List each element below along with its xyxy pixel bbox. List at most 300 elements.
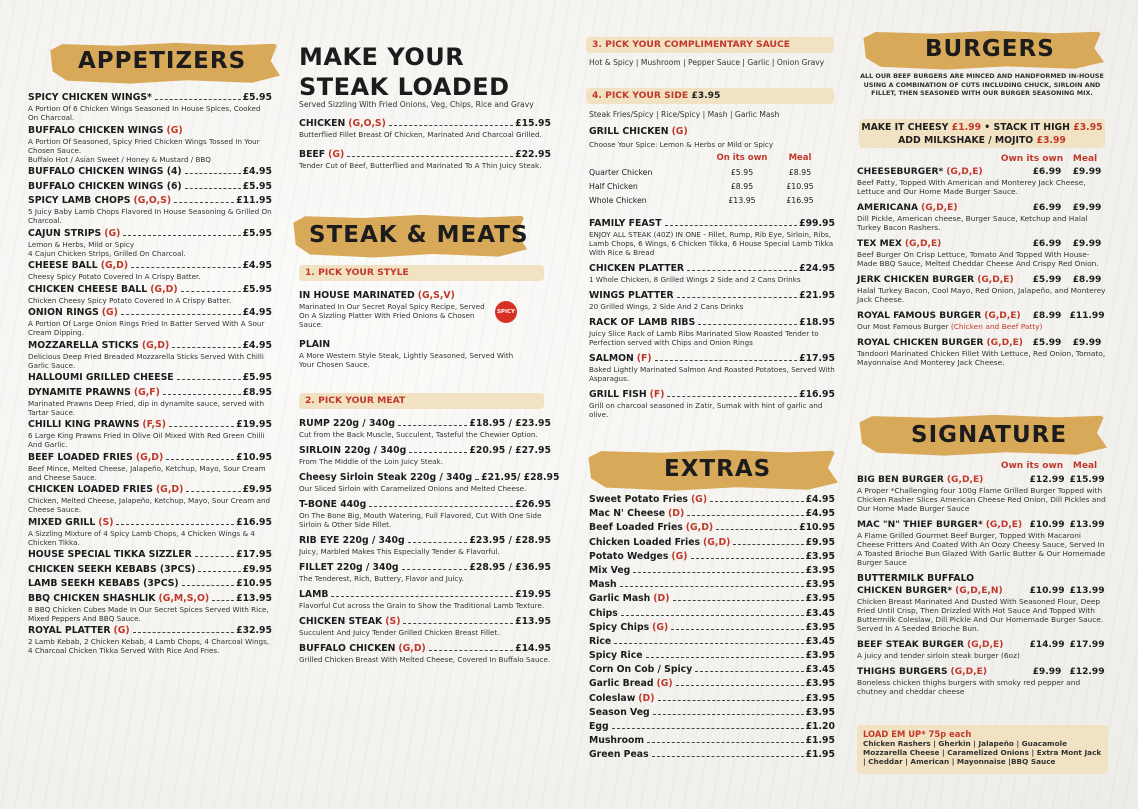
item-name: GRILL FISH bbox=[589, 389, 647, 400]
item-desc-extra: 4 Cajun Chicken Strips, Grilled On Charcoal. bbox=[28, 248, 186, 258]
item-desc: Butterflied Fillet Breast Of Chicken, Marinated And Charcoal Grilled. bbox=[299, 130, 542, 139]
dotted-leader bbox=[174, 202, 234, 203]
allergen-tag: (G,D) bbox=[398, 643, 426, 654]
item-desc-text: A juicy and tender sirloin steak burger (6oz) bbox=[857, 651, 1020, 660]
item-price: £4.95 bbox=[242, 307, 272, 318]
item-name-row bbox=[28, 625, 272, 637]
steak-column bbox=[299, 0, 560, 809]
allergen-tag: (G,D,E) bbox=[921, 203, 958, 213]
item-price: £1.20 bbox=[805, 721, 835, 732]
grill-chicken-tag: (G) bbox=[671, 126, 688, 137]
item-desc bbox=[857, 486, 1107, 513]
allergen-tag: (F,S) bbox=[142, 419, 166, 430]
item-name: BUTTERMILK BUFFALO bbox=[857, 573, 975, 584]
appetizer-item bbox=[28, 419, 272, 449]
item-title bbox=[857, 639, 1027, 651]
dotted-leader bbox=[716, 529, 797, 530]
item-name: Season Veg bbox=[589, 706, 650, 718]
item-desc bbox=[857, 678, 1107, 696]
item-name-row bbox=[28, 166, 272, 178]
item-price: £4.95 bbox=[242, 260, 272, 271]
item-desc: 2 Lamb Kebab, 2 Chicken Kebab, 4 Lamb Chops, 4 Charcoal Wings, 4 Charcoal Chicken Tikka Served With Rice And Fries. bbox=[28, 637, 270, 655]
item-desc-extra: Buffalo Hot / Asian Sweet / Honey & Mustard / BBQ bbox=[28, 154, 211, 164]
item-name: CAJUN STRIPS bbox=[28, 227, 102, 239]
allergen-tag: (G) bbox=[656, 678, 673, 690]
item-desc-text: A Proper *Challenging four 100g Flame Grilled Burger Topped with Chicken Rasher Slices American Cheese Red Onion, Dill Pickles and Our Home Made Burger Sauce bbox=[857, 486, 1106, 513]
item-name-row bbox=[28, 284, 272, 296]
item-price: £1.95 bbox=[805, 735, 835, 747]
item-price-row bbox=[857, 274, 1107, 286]
item-name: Chips bbox=[589, 607, 618, 619]
item-name-row bbox=[28, 387, 272, 399]
item-price: £3.95 bbox=[805, 579, 835, 591]
item-name: BUFFALO CHICKEN bbox=[299, 643, 396, 654]
grill-chicken-row bbox=[589, 166, 829, 180]
dotted-leader bbox=[195, 556, 234, 557]
appetizers-title: APPETIZERS bbox=[78, 48, 247, 74]
item-price: £22.95 bbox=[515, 149, 551, 160]
steak-loaded-title bbox=[299, 42, 510, 102]
item-price-row bbox=[857, 639, 1107, 651]
promo-milkshake-price: £3.99 bbox=[1036, 135, 1066, 146]
item-name: CHICKEN BURGER* bbox=[857, 586, 953, 596]
appetizer-item bbox=[28, 593, 272, 623]
appetizers-list bbox=[28, 92, 272, 658]
sauce-options: Hot & Spicy | Mushroom | Pepper Sauce | Garlic | Onion Gravy bbox=[589, 58, 825, 67]
item-name: TEX MEX bbox=[857, 239, 902, 249]
appetizer-item bbox=[28, 125, 272, 164]
item-name-row bbox=[299, 535, 551, 547]
item-name-row bbox=[299, 149, 551, 161]
item-desc-text: Beef Patty, Topped With American and Monterey Jack Cheese, Lettuce and Our Home Made Burger Sauce. bbox=[857, 178, 1086, 196]
appetizer-item bbox=[28, 228, 272, 258]
item-name: Garlic Mash bbox=[589, 593, 651, 605]
own-price: £6.99 bbox=[1032, 203, 1062, 213]
promo-stack: STACK IT HIGH bbox=[993, 122, 1070, 133]
allergen-tag: (F) bbox=[649, 389, 665, 400]
item-price: £18.95 bbox=[799, 317, 835, 328]
dotted-leader bbox=[658, 700, 804, 701]
allergen-tag: (G,F) bbox=[133, 386, 160, 398]
item-price: £4.95 bbox=[242, 166, 272, 177]
item-desc: Grilled Chicken Breast With Melted Cheese, Covered In Buffalo Sauce. bbox=[299, 655, 551, 664]
item-name-row bbox=[589, 593, 835, 605]
item-name: CHEESE BALL bbox=[28, 260, 98, 271]
item-name-row bbox=[28, 195, 272, 207]
portion-name: Half Chicken bbox=[589, 182, 638, 191]
item-desc bbox=[857, 286, 1107, 304]
style-desc: Marinated In Our Secret Royal Spicy Recipe, Served On A Sizzling Platter With Fried Onions & Chosen Sauce. bbox=[299, 302, 485, 329]
dotted-leader bbox=[185, 173, 241, 174]
item-name-row bbox=[28, 307, 272, 319]
item-desc bbox=[857, 531, 1107, 567]
appetizers-column bbox=[28, 0, 272, 809]
item-name: CHEESEBURGER* bbox=[857, 167, 944, 177]
meat-item bbox=[299, 418, 551, 439]
appetizer-item bbox=[28, 578, 272, 590]
item-price: £10.95 bbox=[236, 451, 272, 463]
allergen-tag: (S) bbox=[98, 516, 114, 528]
allergen-tag: (F) bbox=[636, 353, 652, 364]
item-name-row bbox=[589, 218, 835, 230]
item-name-row bbox=[589, 579, 835, 591]
platter-item bbox=[589, 389, 835, 419]
dotted-leader bbox=[429, 650, 513, 651]
allergen-tag: (G,D) bbox=[141, 339, 170, 351]
item-price-row bbox=[857, 310, 1107, 322]
own-price: £10.99 bbox=[1029, 586, 1065, 596]
item-title bbox=[857, 310, 1027, 322]
meat-item bbox=[299, 535, 551, 556]
item-name: Rice bbox=[589, 635, 612, 647]
item-name-row bbox=[28, 484, 272, 496]
item-name-row bbox=[589, 494, 835, 506]
allergen-tag: (G,D,E) bbox=[946, 167, 983, 177]
dotted-leader bbox=[475, 479, 479, 480]
signature-title: SIGNATURE bbox=[911, 422, 1068, 448]
promo-stack-price: £3.95 bbox=[1073, 122, 1103, 133]
item-name: BEEF bbox=[299, 149, 326, 160]
item-name-row bbox=[299, 418, 551, 430]
load-em-up-text: Chicken Rashers | Gherkin | Jalapeño | Guacamole Mozzarella Cheese | Caramelized Onions | Extra Mont Jack | Cheddar | American | Mayonnaise |BBQ Sauce bbox=[863, 739, 1102, 766]
dotted-leader bbox=[172, 347, 240, 348]
own-price: £8.99 bbox=[1032, 311, 1062, 321]
item-price: £19.95 bbox=[236, 419, 272, 430]
extras-list bbox=[589, 494, 835, 764]
item-name-row bbox=[589, 537, 835, 549]
burger-item bbox=[857, 238, 1107, 268]
platter-item bbox=[589, 218, 835, 257]
item-desc: Cut from the Back Muscle, Succulent, Tasteful the Chewier Option. bbox=[299, 430, 538, 439]
meal-price: £9.99 bbox=[1072, 203, 1102, 213]
platter-item bbox=[589, 353, 835, 383]
meat-item bbox=[299, 562, 551, 583]
dotted-leader bbox=[652, 756, 804, 757]
item-name-row bbox=[299, 472, 560, 484]
dotted-leader bbox=[687, 270, 797, 271]
portion-own-price: £8.95 bbox=[730, 182, 754, 191]
item-desc: Our Sliced Sirloin with Caramelized Onions and Melted Cheese. bbox=[299, 484, 527, 493]
allergen-tag: (G,D) bbox=[135, 451, 164, 463]
allergen-tag: (D) bbox=[668, 508, 685, 520]
dotted-leader bbox=[212, 600, 234, 601]
item-price-row bbox=[857, 202, 1107, 214]
meat-item bbox=[299, 499, 551, 529]
item-price: £17.95 bbox=[236, 549, 272, 560]
item-name-row bbox=[28, 260, 272, 272]
item-name-row bbox=[589, 678, 835, 690]
item-name: SPICY CHICKEN WINGS* bbox=[28, 92, 152, 103]
item-name: CHICKEN SEEKH KEBABS (3PCS) bbox=[28, 563, 196, 575]
meat-item bbox=[299, 472, 560, 493]
item-name: CHICKEN STEAK bbox=[299, 616, 383, 627]
item-name-row bbox=[589, 749, 835, 761]
item-desc bbox=[857, 651, 1107, 660]
item-desc: Delicious Deep Fried Breaded Mozzarella Sticks Served With Chilli Garlic Sauce. bbox=[28, 351, 264, 370]
appetizer-item bbox=[28, 260, 272, 281]
item-desc-text: A Flame Grilled Gourmet Beef Burger, Topped With Macaroni Cheese Fritters And Coated With An Oozy Cheesy Sauce, Served In A Toasted Brioche Bun Glazed With Garlic Butter & Our Homemade Burger Sauce bbox=[857, 531, 1106, 567]
item-price: £3.95 bbox=[805, 692, 835, 704]
item-name-row bbox=[589, 693, 835, 705]
item-price: £21.95 bbox=[799, 290, 835, 301]
own-price: £6.99 bbox=[1032, 239, 1062, 249]
dotted-leader bbox=[612, 728, 804, 729]
item-price: £3.45 bbox=[805, 664, 835, 676]
item-name: ROYAL CHICKEN BURGER bbox=[857, 338, 984, 348]
appetizer-item bbox=[28, 195, 272, 225]
item-price: £4.95 bbox=[242, 339, 272, 351]
item-desc: The Tenderest, Rich, Buttery, Flavor and Juicy. bbox=[299, 574, 464, 583]
allergen-tag: (G,D,E) bbox=[946, 475, 984, 485]
item-price: £14.95 bbox=[515, 643, 551, 654]
extra-item bbox=[589, 537, 835, 549]
item-price: £5.95 bbox=[242, 372, 272, 383]
item-price: £18.95 / £23.95 bbox=[469, 418, 551, 429]
portion-own-price: £5.95 bbox=[730, 168, 754, 177]
item-name-row bbox=[28, 564, 272, 576]
item-price: £24.95 bbox=[799, 263, 835, 274]
item-name-row bbox=[589, 565, 835, 577]
burgers-col-header bbox=[857, 153, 1105, 166]
burgers-column bbox=[855, 0, 1110, 809]
allergen-tag: (G,D,E) bbox=[977, 275, 1014, 285]
burger-list bbox=[857, 166, 1107, 373]
item-price: £99.95 bbox=[799, 218, 835, 229]
item-desc-text: Halal Turkey Bacon, Cool Mayo, Red Onion, Jalapeño, and Monterey Jack Cheese. bbox=[857, 286, 1106, 304]
grill-chicken-name bbox=[589, 126, 829, 138]
extra-item bbox=[589, 721, 835, 733]
item-price: £13.95 bbox=[515, 616, 551, 627]
item-name: SIRLOIN 220g / 340g bbox=[299, 445, 407, 456]
steak-loaded-subtitle: Served Sizzling With Fried Onions, Veg, Chips, Rice and Gravy bbox=[299, 100, 534, 109]
burger-item bbox=[857, 166, 1107, 196]
allergen-tag: (G) bbox=[113, 625, 130, 636]
extra-item bbox=[589, 650, 835, 662]
item-name-row bbox=[589, 317, 835, 329]
meal-price: £13.99 bbox=[1069, 520, 1105, 530]
dotted-leader bbox=[182, 585, 234, 586]
item-desc: Chicken Cheesy Spicy Potato Covered In A Crispy Batter. bbox=[28, 295, 232, 305]
item-desc: Tender Cut of Beef, Butterflied and Marinated To A Thin Juicy Steak. bbox=[299, 161, 542, 170]
dotted-leader bbox=[181, 291, 241, 292]
item-name: BEEF LOADED FRIES bbox=[28, 451, 133, 463]
item-name: SALMON bbox=[589, 353, 634, 364]
item-name: BIG BEN BURGER bbox=[857, 475, 944, 485]
item-name-row bbox=[589, 290, 835, 302]
item-title bbox=[857, 238, 1027, 250]
item-desc-text: Beef Burger On Crisp Lettuce, Tomato And Topped With House-Made BBQ Sauce, Melted Cheddar Cheese And Crispy Red Onion. bbox=[857, 250, 1099, 268]
item-name: Mushroom bbox=[589, 735, 645, 747]
dotted-leader bbox=[402, 569, 468, 570]
appetizer-item bbox=[28, 340, 272, 370]
own-price: £5.99 bbox=[1032, 275, 1062, 285]
promo-milkshake: ADD MILKSHAKE / MOJITO bbox=[898, 135, 1034, 146]
item-name-row bbox=[589, 707, 835, 719]
allergen-tag: (G,D) bbox=[703, 536, 731, 548]
item-name: FAMILY FEAST bbox=[589, 218, 662, 229]
item-price: £3.45 bbox=[805, 635, 835, 647]
appetizer-item bbox=[28, 452, 272, 482]
item-title bbox=[857, 166, 1027, 178]
item-name-row bbox=[28, 452, 272, 464]
item-name: CHILLI KING PRAWNS bbox=[28, 419, 140, 430]
item-name-row bbox=[28, 593, 272, 605]
meal-price: £9.99 bbox=[1072, 239, 1102, 249]
allergen-tag: (G,D,E) bbox=[966, 640, 1004, 650]
dotted-leader bbox=[389, 125, 513, 126]
item-name: Sweet Potato Fries bbox=[589, 494, 688, 505]
steak-loaded-list bbox=[299, 118, 551, 180]
item-name: Mix Veg bbox=[589, 564, 631, 576]
item-name: AMERICANA bbox=[857, 203, 919, 213]
item-desc: Chicken, Melted Cheese, Jalapeño, Ketchup, Mayo, Sour Cream and Cheese Sauce. bbox=[28, 496, 271, 514]
item-desc: Baked Lightly Marinated Salmon And Roasted Potatoes, Served With Asparagus. bbox=[589, 365, 835, 383]
item-name: BUFFALO CHICKEN WINGS (4) bbox=[28, 166, 182, 177]
dotted-leader bbox=[155, 99, 241, 100]
item-name-row bbox=[589, 389, 835, 401]
item-price-row bbox=[857, 474, 1107, 486]
item-desc: 1 Whole Chicken, 8 Grilled Wings 2 Side and 2 Cans Drinks bbox=[589, 275, 801, 284]
allergen-tag: (D) bbox=[638, 692, 655, 704]
platter-item bbox=[589, 290, 835, 311]
style-name-row bbox=[299, 339, 529, 351]
item-name-row bbox=[299, 589, 551, 601]
grill-chicken-desc: Choose Your Spice: Lemon & Herbs or Mild or Spicy bbox=[589, 140, 774, 149]
item-name-row bbox=[589, 508, 835, 520]
extra-item bbox=[589, 565, 835, 577]
signature-meal-header: Meal bbox=[1072, 461, 1098, 471]
dotted-leader bbox=[710, 501, 804, 502]
item-name-row bbox=[857, 573, 1107, 585]
allergen-tag: (G,O,S) bbox=[133, 195, 172, 206]
dotted-leader bbox=[633, 572, 803, 573]
dotted-leader bbox=[687, 515, 803, 516]
allergen-tag: (G,O,S) bbox=[348, 118, 386, 129]
item-name: RACK OF LAMB RIBS bbox=[589, 317, 696, 328]
item-price: £3.95 bbox=[805, 593, 835, 605]
dotted-leader bbox=[398, 425, 467, 426]
allergen-tag: (G) bbox=[104, 227, 121, 239]
item-name: THIGHS BURGERS bbox=[857, 667, 948, 677]
meal-price: £9.99 bbox=[1072, 167, 1102, 177]
dotted-leader bbox=[621, 615, 804, 616]
meat-item bbox=[299, 643, 551, 664]
meat-item bbox=[299, 616, 551, 637]
side-bar-price: £3.95 bbox=[691, 90, 721, 101]
item-name: Spicy Chips bbox=[589, 621, 650, 633]
item-price: £3.95 bbox=[805, 621, 835, 633]
dotted-leader bbox=[133, 632, 234, 633]
extra-item bbox=[589, 579, 835, 591]
appetizer-item bbox=[28, 549, 272, 561]
item-price-row bbox=[857, 666, 1107, 678]
item-price-row bbox=[857, 337, 1107, 349]
own-price: £12.99 bbox=[1029, 475, 1065, 485]
item-name: Chicken Loaded Fries bbox=[589, 536, 701, 548]
side-bar-label: 4. PICK YOUR SIDE bbox=[592, 90, 689, 101]
allergen-tag: (G,M,S,O) bbox=[158, 592, 210, 604]
item-name: Mash bbox=[589, 579, 617, 591]
allergen-tag: (G,D) bbox=[150, 283, 178, 295]
steak-loaded-title-line2: STEAK LOADED bbox=[299, 73, 510, 101]
item-price: £17.95 bbox=[799, 353, 835, 364]
item-desc: A Portion Of Large Onion Rings Fried In Batter Served With A Sour Cream Dipping. bbox=[28, 319, 265, 337]
allergen-tag: (G,D,E) bbox=[985, 520, 1023, 530]
pick-meat-bar: 2. PICK YOUR MEAT bbox=[299, 393, 544, 409]
item-desc bbox=[857, 597, 1107, 633]
allergen-tag: (G,D) bbox=[685, 522, 714, 534]
burgers-own-header: Own its own bbox=[1000, 154, 1064, 164]
item-name-row bbox=[299, 643, 551, 655]
allergen-tag: (S) bbox=[385, 616, 401, 627]
sauce-bar: 3. PICK YOUR COMPLIMENTARY SAUCE bbox=[586, 37, 834, 53]
item-name: Coleslaw bbox=[589, 692, 636, 704]
item-price: £5.95 bbox=[242, 227, 272, 239]
item-name: BUFFALO CHICKEN WINGS bbox=[28, 124, 164, 136]
dotted-leader bbox=[667, 396, 797, 397]
portion-meal-price: £10.95 bbox=[786, 182, 814, 191]
item-price-row bbox=[857, 166, 1107, 178]
side-bar bbox=[586, 88, 834, 104]
dotted-leader bbox=[620, 586, 804, 587]
item-title bbox=[857, 474, 1027, 486]
steak-meats-title: STEAK & MEATS bbox=[309, 222, 529, 248]
signature-item bbox=[857, 519, 1107, 567]
meal-price: £8.99 bbox=[1072, 275, 1102, 285]
item-name: CHICKEN bbox=[299, 118, 346, 129]
item-name: LAMB SEEKH KEBABS (3PCS) bbox=[28, 578, 179, 589]
own-price: £6.99 bbox=[1032, 167, 1062, 177]
item-desc: 8 BBQ Chicken Cubes Made In Our Secret Spices Served With Rice, Mixed Peppers And BBQ Sauce. bbox=[28, 604, 269, 623]
item-price: £5.95 bbox=[242, 283, 272, 295]
signature-col-header bbox=[857, 460, 1105, 473]
grill-chicken-section bbox=[589, 126, 829, 208]
item-price: £3.95 bbox=[805, 564, 835, 576]
dotted-leader bbox=[653, 714, 804, 715]
item-name: BUFFALO CHICKEN WINGS (6) bbox=[28, 180, 182, 192]
promo-line2 bbox=[859, 134, 1105, 147]
item-price: £3.95 bbox=[805, 650, 835, 662]
extra-item bbox=[589, 593, 835, 605]
promo-separator: • bbox=[984, 122, 991, 133]
item-name: RUMP 220g / 340g bbox=[299, 418, 396, 429]
item-name-row bbox=[28, 419, 272, 431]
item-price: £32.95 bbox=[236, 625, 272, 636]
allergen-tag: (D) bbox=[653, 593, 670, 605]
item-name: WINGS PLATTER bbox=[589, 290, 674, 301]
meal-price: £9.99 bbox=[1072, 338, 1102, 348]
signature-list bbox=[857, 474, 1107, 702]
allergen-tag: (G) bbox=[101, 307, 118, 318]
item-price: £20.95 / £27.95 bbox=[469, 445, 551, 456]
style-name: PLAIN bbox=[299, 339, 331, 350]
item-desc: On The Bone Big, Mouth Watering, Full Flavored, Cut With One Side Sirloin & Other Side Fillet. bbox=[299, 511, 542, 529]
appetizer-item bbox=[28, 517, 272, 547]
item-desc: Succulent And Juicy Tender Grilled Chicken Breast Fillet. bbox=[299, 628, 500, 637]
item-price: £4.95 bbox=[805, 508, 835, 520]
item-name: Garlic Bread bbox=[589, 678, 654, 690]
item-name: BEEF STEAK BURGER bbox=[857, 640, 964, 650]
item-name: LAMB bbox=[299, 589, 329, 600]
portion-meal-price: £16.95 bbox=[786, 196, 814, 205]
dotted-leader bbox=[198, 571, 240, 572]
dotted-leader bbox=[331, 596, 513, 597]
item-name-row bbox=[589, 650, 835, 662]
extra-item bbox=[589, 494, 835, 506]
item-name: HALLOUMI GRILLED CHEESE bbox=[28, 372, 174, 383]
allergen-tag: (G,D,E) bbox=[986, 338, 1023, 348]
item-name: RIB EYE 220g / 340g bbox=[299, 535, 405, 546]
